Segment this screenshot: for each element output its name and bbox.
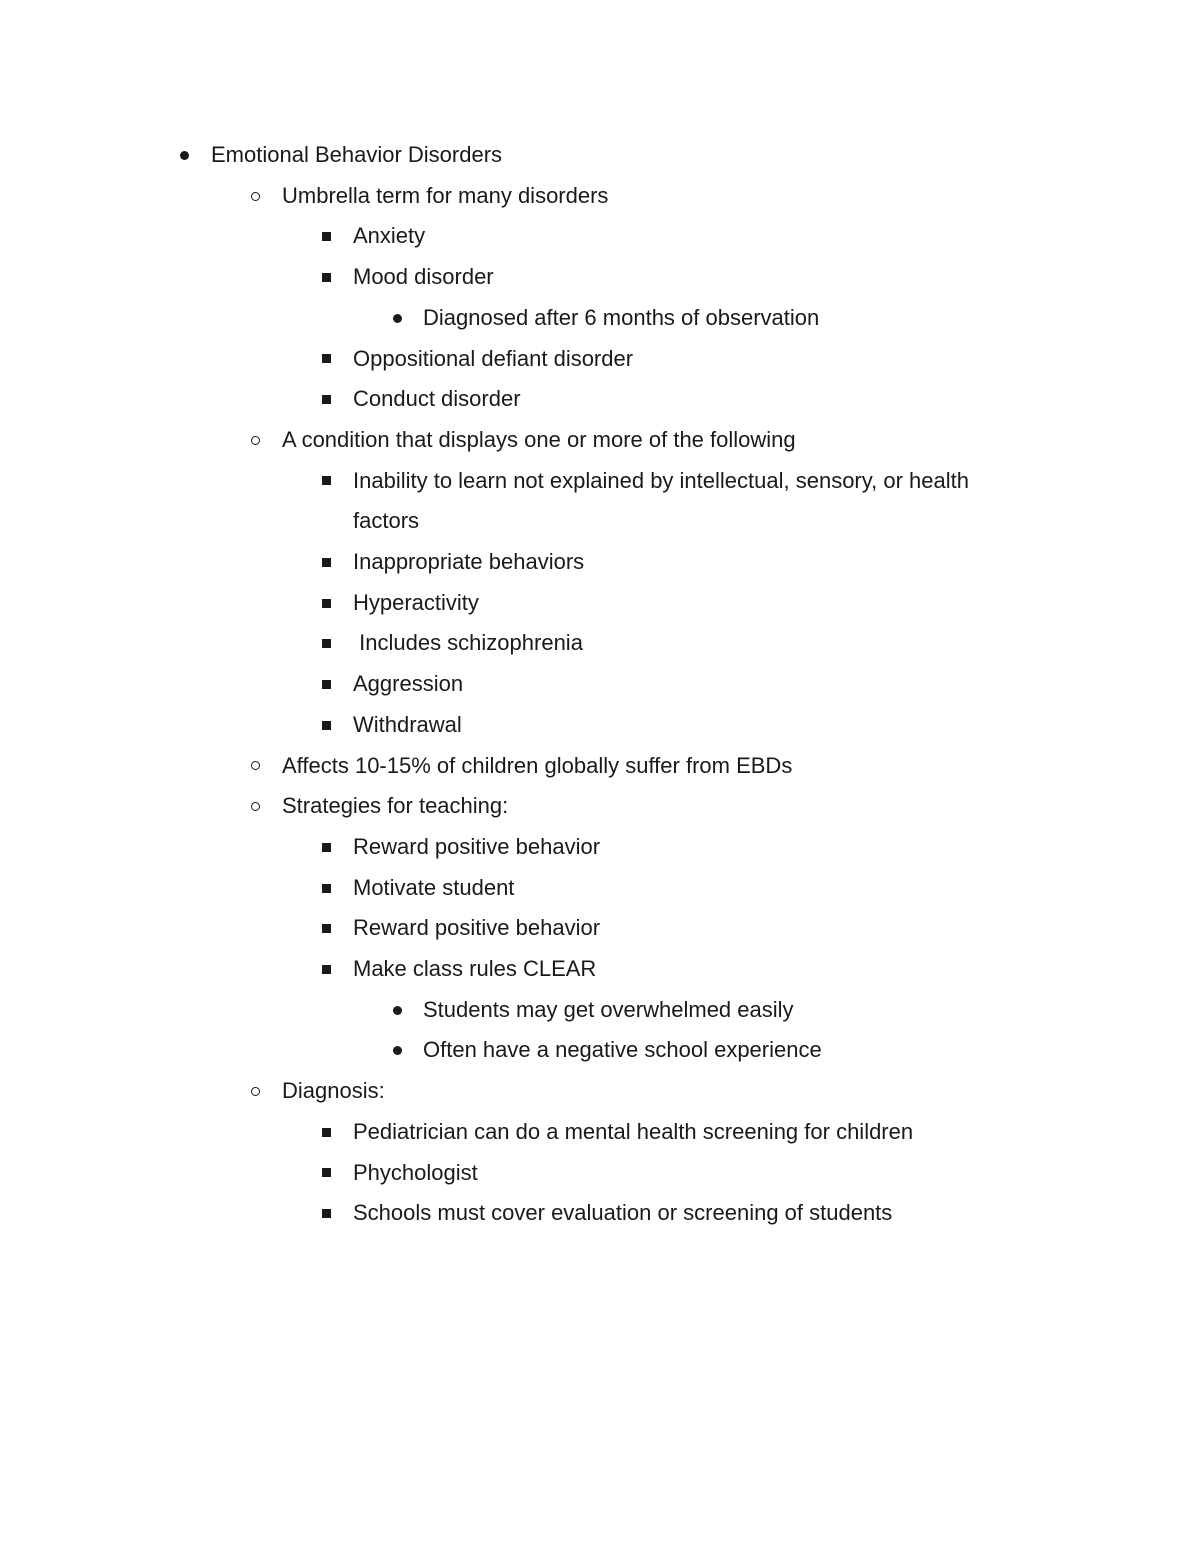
outline-item-level-3 — [0, 583, 1200, 624]
outline-item-level-3 — [0, 868, 1200, 909]
outline-item-level-3 — [0, 705, 1200, 746]
square-bullet-icon — [316, 339, 336, 380]
outline-item-text: Inappropriate behaviors — [353, 549, 585, 575]
outline-item-level-3 — [0, 379, 1200, 420]
outline-item-text: Conduct disorder — [353, 386, 521, 412]
outline-item-level-3 — [0, 664, 1200, 705]
outline-item-text: Phychologist — [353, 1159, 478, 1185]
outline-item-text: Reward positive behavior — [353, 915, 601, 941]
outline-item-text: Diagnosis: — [282, 1078, 385, 1104]
square-bullet-icon — [316, 664, 336, 705]
square-bullet-icon — [316, 1112, 336, 1153]
outline-item-level-1 — [0, 135, 1200, 176]
outline-item-level-3 — [0, 257, 1200, 298]
disc-bullet-icon — [387, 298, 407, 339]
outline-item-level-4 — [0, 990, 1200, 1031]
circle-bullet-icon — [245, 176, 265, 217]
outline-item-text: Withdrawal — [353, 711, 462, 737]
square-bullet-icon — [316, 1153, 336, 1194]
square-bullet-icon — [316, 827, 336, 868]
outline-item-level-3 — [0, 623, 1200, 664]
square-bullet-icon — [316, 257, 336, 298]
outline-item-text: Affects 10-15% of children globally suffer from EBDs — [282, 752, 793, 778]
outline-item-level-2 — [0, 1071, 1200, 1112]
outline-item-text: Make class rules CLEAR — [353, 956, 597, 982]
outline-item-level-4 — [0, 298, 1200, 339]
outline-item-level-2 — [0, 176, 1200, 217]
outline-item-text: Motivate student — [353, 874, 515, 900]
outline-item-level-3 — [0, 827, 1200, 868]
outline-item-level-3 — [0, 1153, 1200, 1194]
square-bullet-icon — [316, 216, 336, 257]
outline-item-text: Reward positive behavior — [353, 833, 601, 859]
outline-item-level-3 — [0, 949, 1200, 990]
disc-bullet-icon — [387, 1030, 407, 1071]
square-bullet-icon — [316, 623, 336, 664]
outline-item-text: Anxiety — [353, 223, 426, 249]
outline-item-text: Schools must cover evaluation or screening of students — [353, 1200, 893, 1226]
outline-item-level-3 — [0, 461, 1200, 542]
square-bullet-icon — [316, 949, 336, 990]
square-bullet-icon — [316, 461, 336, 502]
outline-item-level-3 — [0, 1112, 1200, 1153]
outline-item-text: Umbrella term for many disorders — [282, 182, 609, 208]
outline-item-level-2 — [0, 746, 1200, 787]
outline-item-level-2 — [0, 786, 1200, 827]
outline-item-text: A condition that displays one or more of the following — [282, 426, 796, 452]
circle-bullet-icon — [245, 786, 265, 827]
square-bullet-icon — [316, 542, 336, 583]
outline-item-text: Oppositional defiant disorder — [353, 345, 634, 371]
outline-item-text: Pediatrician can do a mental health screening for children — [353, 1118, 914, 1144]
outline-item-level-2 — [0, 420, 1200, 461]
disc-bullet-icon — [387, 990, 407, 1031]
square-bullet-icon — [316, 908, 336, 949]
outline-item-text: Emotional Behavior Disorders — [211, 142, 503, 167]
outline-item-text: Strategies for teaching: — [282, 793, 509, 819]
circle-bullet-icon — [245, 420, 265, 461]
square-bullet-icon — [316, 583, 336, 624]
square-bullet-icon — [316, 868, 336, 909]
circle-bullet-icon — [245, 1071, 265, 1112]
outline-item-level-3 — [0, 908, 1200, 949]
outline-item-text: Often have a negative school experience — [423, 1037, 822, 1063]
outline-item-text: Inability to learn not explained by intellectual, sensory, or health factors — [353, 467, 976, 534]
outline-item-text: Aggression — [353, 671, 464, 697]
outline-item-level-3 — [0, 339, 1200, 380]
circle-bullet-icon — [245, 746, 265, 787]
outline-item-level-3 — [0, 216, 1200, 257]
outline-item-text: Students may get overwhelmed easily — [423, 996, 794, 1022]
square-bullet-icon — [316, 705, 336, 746]
outline-item-text: Hyperactivity — [353, 589, 479, 615]
disc-bullet-icon — [174, 135, 194, 176]
outline-item-text: Diagnosed after 6 months of observation — [423, 304, 820, 330]
outline-item-level-3 — [0, 1193, 1200, 1234]
outline-item-level-3 — [0, 542, 1200, 583]
square-bullet-icon — [316, 379, 336, 420]
square-bullet-icon — [316, 1193, 336, 1234]
outline-item-text: Mood disorder — [353, 264, 494, 290]
outline-item-text: Includes schizophrenia — [353, 630, 583, 656]
bulleted-outline — [0, 135, 1200, 1234]
outline-item-level-4 — [0, 1030, 1200, 1071]
